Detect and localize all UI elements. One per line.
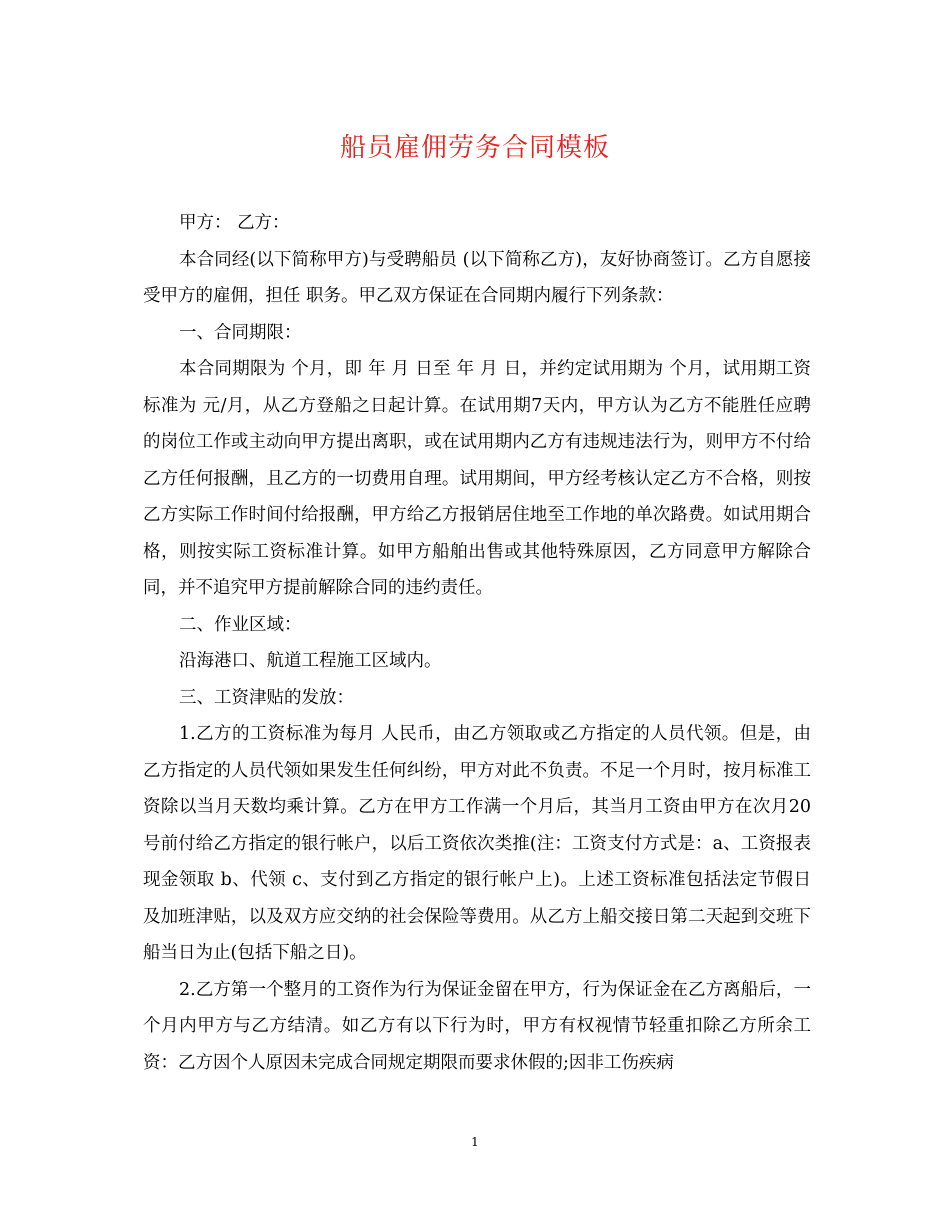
wages-clause-1: 1.乙方的工资标准为每月 人民币，由乙方领取或乙方指定的人员代领。但是，由乙方指定的人员代领如果发生任何纠纷，甲方对此不负责。不足一个月时，按月标准工资除以当月天数均乘计算。乙方在甲方工作满一个月后，其当月工资由甲方在次月20号前付给乙方指定的银行帐户，以后工资依次类推(注：工资支付方式是：a、工资报表现金领取 b、代领 c、支付到乙方指定的银行帐户上)。上述工资标准包括法定节假日及加班津贴，以及双方应交纳的社会保险等费用。从乙方上船交接日第二天起到交班下船当日为止(包括下船之日)。 — [143, 724, 811, 963]
wages-clause-2: 2.乙方第一个整月的工资作为行为保证金留在甲方，行为保证金在乙方离船后，一个月内甲方与乙方结清。如乙方有以下行为时，甲方有权视情节轻重扣除乙方所余工资：乙方因个人原因未完成合同规定期限而要求休假的;因非工伤疾病 — [143, 979, 811, 1073]
page-number: 1 — [471, 1135, 479, 1149]
term-paragraph: 本合同期限为 个月，即 年 月 日至 年 月 日，并约定试用期为 个月，试用期工资标准为 元/月，从乙方登船之日起计算。在试用期7天内，甲方认为乙方不能胜任应聘的岗位工作或主动向甲方提出离职，或在试用期内乙方有违规违法行为，则甲方不付给乙方任何报酬，且乙方的一切费用自理。试用期间，甲方经考核认定乙方不合格，则按乙方实际工作时间付给报酬，甲方给乙方报销居住地至工作地的单次路费。如试用期合格，则按实际工资标准计算。如甲方船舶出售或其他特殊原因，乙方同意甲方解除合同，并不追究甲方提前解除合同的违约责任。 — [143, 359, 811, 598]
document-body — [143, 205, 811, 1081]
intro-paragraph: 本合同经(以下简称甲方)与受聘船员 (以下简称乙方)，友好协商签订。乙方自愿接受甲方的雇佣，担任 职务。甲乙双方保证在合同期内履行下列条款： — [143, 249, 811, 306]
section-heading-wages: 三、工资津贴的发放： — [179, 687, 354, 708]
section-heading-area: 二、作业区域： — [179, 614, 302, 635]
parties-line: 甲方： 乙方： — [179, 213, 290, 233]
area-paragraph: 沿海港口、航道工程施工区域内。 — [179, 651, 442, 671]
document-title: 船员雇佣劳务合同模板 — [339, 133, 610, 163]
section-heading-term: 一、合同期限： — [179, 322, 302, 343]
